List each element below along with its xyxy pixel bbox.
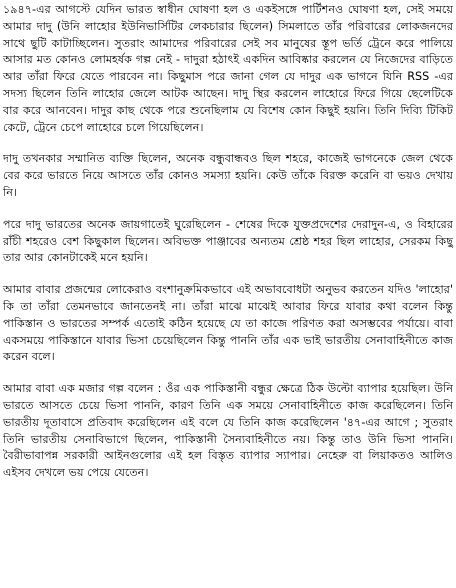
paragraph-2: দাদু তখনকার সম্মানিত ব্যক্তি ছিলেন, অনেক বন্ধুবান্ধবও ছিল শহরে, কাজেই ভাগনেকে জেল থেকে বের করে ভারতে নিয়ে আসতে তাঁর কোনও সমস্যা হয়নি। কেউ তাঁকে বিরক্ত করেনি বা ভয়ও দেখায় নি।: [3, 152, 453, 199]
paragraph-5: আমার বাবা এক মজার গল্প বলেন : ওঁর এক পাকিস্তানী বন্ধুর ক্ষেত্রে ঠিক উল্টো ব্যাপার হয়েছিল। উনি ভারতে আসতে চেয়ে ভিসা পাননি, কারণ তিনি এক সময়ে সেনাবাহিনীতে কাজ করেছিলেন। তিনি ভারতীয় দূতাবাসে প্রতিবাদ করেছিলেন এই বলে যে তিনি কাজ করেছিলেন '৪৭-এর আগে ; সুতরাং তিনি ভারতীয় সেনাবিভাগে ছিলেন, পাকিস্তানী সৈন্যবাহিনীতে নয়। কিন্তু তাও উনি ভিসা পাননি। বৈরীভাবাপন্ন সরকারী আইনগুলোর এই হল বিস্তৃত ব্যাপার স্যাপার। নেহেরু বা লিয়াকতও আলিও এইসব দেখলে ভয় পেয়ে যেতেন।: [3, 382, 454, 480]
paragraph-1: ১৯৪৭-এর আগস্টে যেদিন ভারত স্বাধীন ঘোষণা হল ও একইসঙ্গে পার্টিশনও ঘোষণা হল, সেই সময়ে আমার দাদু (উনি লাহোর ইউনিভার্সিটির লেকচারার ছিলেন) সিমলাতে তাঁর পরিবারের লোকজনদের সাথে ছুটি কাটাচ্ছিলেন। সুতরাং আমাদের পরিবারের সেই সব মানুষের স্তূপ ভর্তি ট্রেনে করে পালিয়ে আসার মত কোনও লোমহর্ষক গল্প নেই - দাদুরা হঠাৎই একদিন আবিষ্কার করলেন যে নিজেদের বাড়িতে আর তাঁরা ফিরে যেতে পারবেন না। কিছুমাস পরে জানা গেল যে দাদুর এক ভাগনে যিনি RSS -এর সদস্য ছিলেন তিনি লাহোর জেলে আটক আছেন। দাদু স্থির করলেন লাহোরে ফিরে গিয়ে ছেলেটিকে বার করে আনবেন। দাদুর কাছ থেকে পরে শুনেছিলাম যে বিশেষ কোন কিছুই হয়নি। তিনি দিব্যি টিকিট কেটে, ট্রেনে চেপে লাহোরে চলে গিয়েছিলেন।: [3, 3, 453, 134]
paragraph-3: পরে দাদু ভারতের অনেক জায়গাতেই ঘুরেছিলেন - শেষের দিকে যুক্তপ্রদেশের দেরাদুন-এ, ও বিহারের রাঁচী শহরেও বেশ কিছুকাল ছিলেন। অবিভক্ত পাঞ্জাবের অন্যতম শ্রেষ্ঠ শহর ছিল লাহোর, সেরকম কিছু তার আর কোনটাকেই মনে হয়নি।: [3, 217, 453, 265]
paragraph-4: আমার বাবার প্রজন্মের লোকেরাও বংশানুক্রমিকভাবে এই অভাববোধটা অনুভব করতেন যদিও 'লাহোর' কি তা তাঁরা তেমনভাবে জানতেনই না। তাঁরা মাঝে মাঝেই আবার ফিরে যাবার কথা বলেন কিন্তু পাকিস্তান ও ভারতের সম্পর্ক এতোই কঠিন হয়েছে যে তা কাজে পরিণত করা অসম্ভবের পর্যায়ে। বাবা একসময়ে পাকিস্তানে যাবার ভিসা চেয়েছিলেন কিন্তু পাননি তাঁর এক ভাই ভারতীয় সেনাবাহিনীতে কাজ করেন বলে।: [3, 283, 453, 364]
